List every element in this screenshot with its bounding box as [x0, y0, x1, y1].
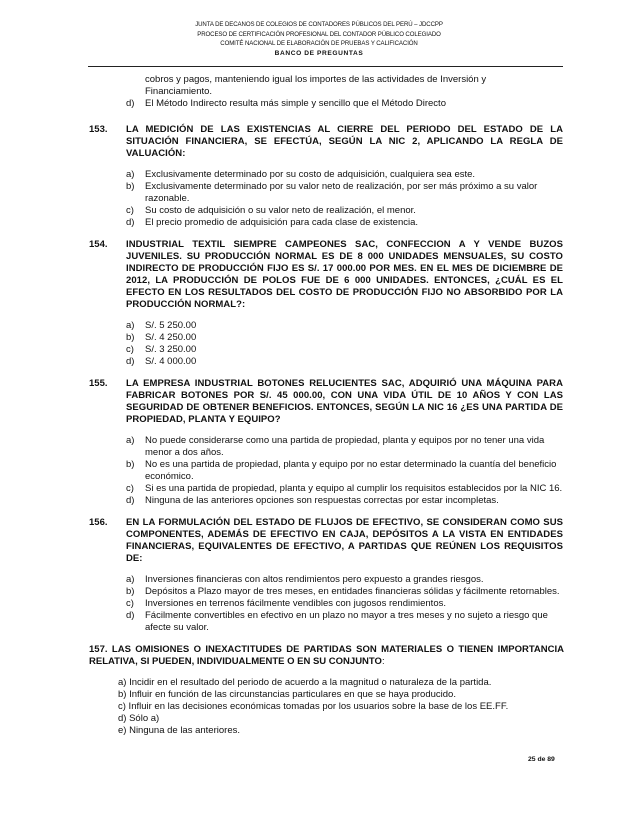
question-options	[126, 169, 563, 229]
option-letter: d)	[126, 610, 135, 621]
option-a	[126, 574, 563, 586]
option-letter: c)	[126, 344, 134, 355]
question-number: 156.	[89, 517, 108, 528]
option-e: e) Ninguna de las anteriores.	[118, 725, 240, 736]
document-body	[0, 74, 638, 737]
header-line-2: PROCESO DE CERTIFICACIÓN PROFESIONAL DEL CONTADOR PÚBLICO COLEGIADO	[197, 30, 441, 38]
option-c	[126, 483, 563, 495]
option-letter: d)	[126, 98, 135, 109]
header-line-1: JUNTA DE DECANOS DE COLEGIOS DE CONTADORES PÚBLICOS DEL PERÚ – JDCCPP	[195, 21, 443, 28]
header-bank-title: BANCO DE PREGUNTAS	[274, 49, 364, 57]
option-text: Inversiones en terrenos fácilmente vendibles con jugosos rendimientos.	[145, 598, 446, 609]
option-text: Si es una partida de propiedad, planta y equipo al cumplir los requisitos establecidos por la NIC 16.	[145, 483, 563, 494]
option-d: d) Sólo a)	[118, 713, 160, 724]
question-number: 155.	[89, 378, 108, 389]
option-letter: d)	[126, 356, 135, 367]
question-153	[0, 124, 638, 229]
option-text: El Método Indirecto resulta más simple y sencillo que el Método Directo	[145, 98, 446, 109]
option-text: S/. 5 250.00	[145, 320, 197, 331]
option-letter: c)	[126, 598, 134, 609]
option-letter: d)	[126, 217, 135, 228]
option-a: a) Incidir en el resultado del periodo de acuerdo a la magnitud o naturaleza de la partida.	[118, 677, 492, 688]
question-options	[126, 320, 563, 368]
question-options	[126, 574, 563, 634]
option-letter: d)	[126, 495, 135, 506]
option-b	[126, 181, 563, 205]
page-number: 25 de 89	[528, 756, 555, 763]
continuation-text-2: Financiamiento.	[145, 86, 213, 97]
option-text: Exclusivamente determinado por su costo de adquisición, cualquiera sea este.	[145, 169, 476, 180]
option-text: Fácilmente convertibles en efectivo en un plazo no mayor a tres meses y no sujeto a riesgo que afecte su valor.	[145, 610, 548, 633]
question-157	[89, 644, 564, 737]
question-options	[118, 677, 564, 737]
option-letter: a)	[126, 574, 135, 585]
option-text: Ninguna de las anteriores opciones son respuestas correctas por estar incompletas.	[145, 495, 499, 506]
option-b	[126, 332, 563, 344]
option-text: Exclusivamente determinado por su valor neto de realización, por ser más próximo a su valor razonable.	[145, 181, 538, 204]
option-a	[126, 435, 563, 459]
previous-question-continuation	[145, 74, 555, 98]
header-divider	[88, 66, 563, 67]
option-letter: a)	[126, 435, 135, 446]
continuation-text-1: cobros y pagos, manteniendo igual los importes de las actividades de Inversión y	[145, 74, 487, 85]
option-letter: b)	[126, 181, 135, 192]
option-letter: b)	[126, 332, 135, 343]
option-letter: a)	[126, 320, 135, 331]
option-letter: b)	[126, 586, 135, 597]
option-d	[126, 356, 563, 368]
option-text: El precio promedio de adquisición para cada clase de existencia.	[145, 217, 419, 228]
question-number: 153.	[89, 124, 108, 135]
option-c: c) Influir en las decisiones económicas tomadas por los usuarios sobre la base de los EE.FF.	[118, 701, 509, 712]
option-letter: a)	[126, 169, 135, 180]
question-number: 154.	[89, 239, 108, 250]
option-a	[126, 320, 563, 332]
question-stem	[89, 644, 564, 668]
option-c	[126, 205, 563, 217]
option-text: S/. 4 000.00	[145, 356, 197, 367]
question-stem: LA EMPRESA INDUSTRIAL BOTONES RELUCIENTES SAC, ADQUIRIÓ UNA MÁQUINA PARA FABRICAR BOTONES POR S/. 45 000.00, CON UNA VIDA ÚTIL DE 10 AÑOS Y CON LAS SEGURIDAD DE OBTENER BENEFICIOS. ENTONCES, SEGÚN LA NIC 16 ¿ES UNA PARTIDA DE PROPIEDAD, PLANTA Y EQUIPO?	[126, 378, 563, 425]
option-d	[126, 495, 563, 507]
option-c	[126, 598, 563, 610]
question-options	[126, 435, 563, 507]
option-b	[126, 586, 563, 598]
question-155	[0, 378, 638, 507]
option-text: Depósitos a Plazo mayor de tres meses, en entidades financieras sólidas y fácilmente retornables.	[145, 586, 560, 597]
question-stem-colon: :	[381, 656, 385, 667]
option-text: Inversiones financieras con altos rendimientos pero expuesto a grandes riesgos.	[145, 574, 484, 585]
page-header	[0, 20, 638, 58]
option-b	[126, 459, 563, 483]
continuation-option-d	[126, 98, 563, 110]
header-line-3: COMITÉ NACIONAL DE ELABORACIÓN DE PRUEBAS Y CALIFICACIÓN	[220, 40, 418, 48]
option-letter: c)	[126, 483, 134, 494]
question-156	[0, 517, 638, 634]
option-letter: b)	[126, 459, 135, 470]
option-b: b) Influir en función de las circunstancias particulares en que se haya producido.	[118, 689, 456, 700]
option-text: Su costo de adquisición o su valor neto de realización, el menor.	[145, 205, 416, 216]
question-stem: EN LA FORMULACIÓN DEL ESTADO DE FLUJOS DE EFECTIVO, SE CONSIDERAN COMO SUS COMPONENTES, ADEMÁS DE EFECTIVO EN CAJA, DEPÓSITOS A LA VISTA EN ENTIDADES FINANCIERAS, EQUIVALENTES DE EFECTIVO, A PARTIDAS QUE REÚNEN LOS REQUISITOS DE:	[126, 517, 563, 564]
option-text: No puede considerarse como una partida de propiedad, planta y equipos por no tener una vida menor a dos años.	[145, 435, 545, 458]
question-stem: LA MEDICIÓN DE LAS EXISTENCIAS AL CIERRE DEL PERIODO DEL ESTADO DE LA SITUACIÓN FINANCIERA, SE EFECTÚA, SEGÚN LA NIC 2, APLICANDO LA REGLA DE VALUACIÓN:	[126, 124, 563, 159]
option-letter: c)	[126, 205, 134, 216]
question-154	[0, 239, 638, 368]
option-text: No es una partida de propiedad, planta y equipo por no estar determinado la cuantía del beneficio económico.	[145, 459, 557, 482]
option-text: S/. 3 250.00	[145, 344, 197, 355]
question-stem-bold: 157. LAS OMISIONES O INEXACTITUDES DE PARTIDAS SON MATERIALES O TIENEN IMPORTANCIA RELATIVA, SI PUEDEN, INDIVIDUALMENTE O EN SU CONJUNTO	[89, 644, 564, 667]
option-d	[126, 217, 563, 229]
option-text: S/. 4 250.00	[145, 332, 197, 343]
option-a	[126, 169, 563, 181]
option-c	[126, 344, 563, 356]
option-d	[126, 610, 563, 634]
question-stem: INDUSTRIAL TEXTIL SIEMPRE CAMPEONES SAC, CONFECCION A Y VENDE BUZOS JUVENILES. SU PRODUCCIÓN NORMAL ES DE 8 000 UNIDADES MENSUALES, SU COSTO INDIRECTO DE PRODUCCIÓN FIJO ES S/. 17 000.00 POR MES. EN EL MES DE DICIEMBRE DE 2012, LA PRODUCCIÓN DE POLOS FUE DE 6 000 UNIDADES. ENTONCES, ¿CUÁL ES EL EFECTO EN LOS RESULTADOS DEL COSTO DE PRODUCCIÓN FIJO NO ABSORBIDO POR LA PRODUCCIÓN NORMAL?:	[126, 239, 563, 310]
